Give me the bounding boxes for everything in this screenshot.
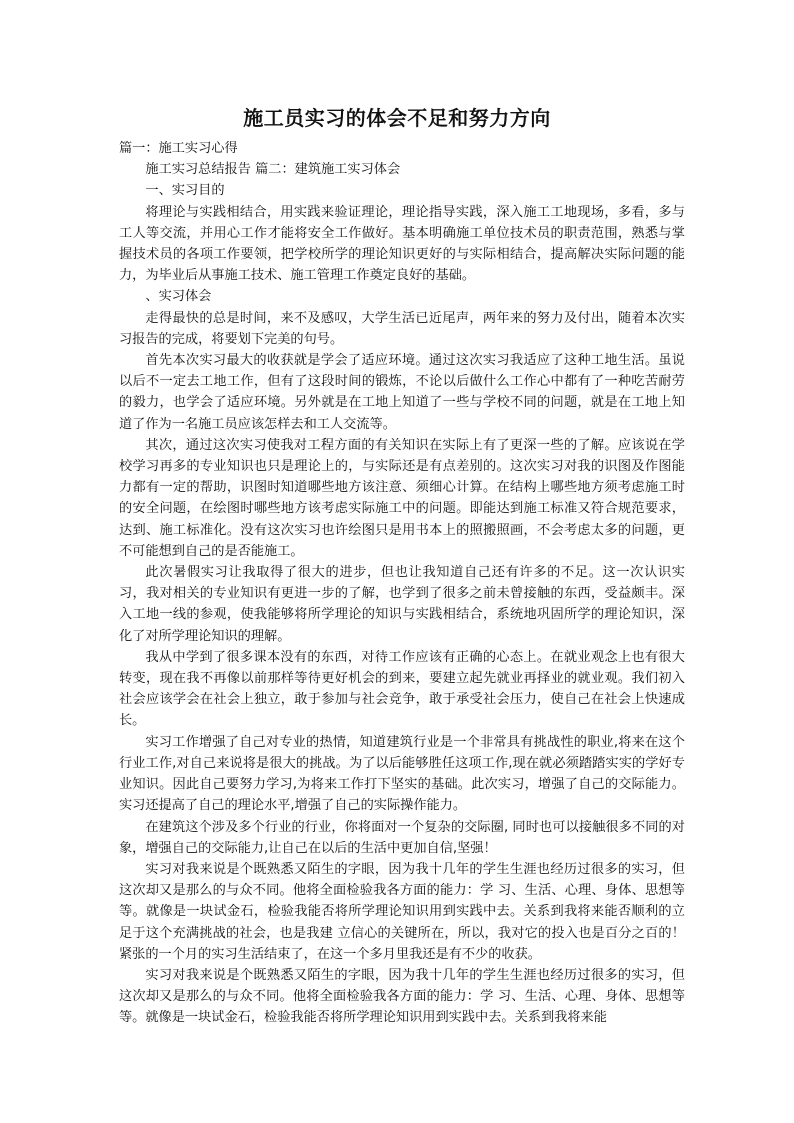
paragraph: 其次，通过这次实习使我对工程方面的有关知识在实际上有了更深一些的了解。应该说在学校学习再多的专业知识也只是理论上的，与实际还是有点差别的。这次实习对我的识图及作图能力都有一定的帮助，识图时知道哪些地方该注意、须细心计算。在结构上哪些地方须考虑施工时的安全问题，在绘图时哪些地方该考虑实际施工中的问题。即能达到施工标准又符合规范要求，达到、施工标准化。没有这次实习也许绘图只是用书本上的照搬照画，不会考虑太多的问题，更不可能想到自己的是否能施工。 <box>119 437 685 559</box>
section-heading-1: 篇一：施工实习心得 <box>119 141 238 156</box>
document-title: 施工员实习的体会不足和努力方向 <box>243 106 551 130</box>
paragraph: 我从中学到了很多课本没有的东西，对待工作应该有正确的心态上。在就业观念上也有很大转变，现在我不再像以前那样等待更好机会的到来，要建立起先就业再择业的就业观。我们初入社会应该学会在社会上独立，敢于参加与社会竞争，敢于承受社会压力，使自己在社会上快速成长。 <box>119 649 685 729</box>
paragraph: 首先本次实习最大的收获就是学会了适应环境。通过这次实习我适应了这种工地生活。虽说以后不一定去工地工作，但有了这段时间的锻炼，不论以后做什么工作心中都有了一种吃苦耐劳的毅力，也学会了适应环境。另外就是在工地上知道了一些与学校不同的问题，就是在工地上知道了作为一名施工员应该怎样去和工人交流等。 <box>119 353 685 432</box>
paragraph: 实习对我来说是个既熟悉又陌生的字眼，因为我十几年的学生生涯也经历过很多的实习，但这次却又是那么的与众不同。他将全面检验我各方面的能力：学 习、生活、心理、身体、思想等等。就像是一块试金石，检验我能否将所学理论知识用到实践中去。关系到我将来能 <box>119 967 685 1026</box>
paragraph: 在建筑这个涉及多个行业的行业，你将面对一个复杂的交际圈, 同时也可以接触很多不同的对象，增强自己的交际能力,让自己在以后的生活中更加自信,坚强！ <box>119 819 685 856</box>
paragraph: 实习工作增强了自己对专业的热情，知道建筑行业是一个非常具有挑战性的职业,将来在这个行业工作,对自己来说将是很大的挑战。为了以后能够胜任这项工作,现在就必须踏踏实实的学好专业知识。因此自己要努力学习,为将来工作打下坚实的基础。此次实习，增强了自己的交际能力。实习还提高了自己的理论水平,增强了自己的实际操作能力。 <box>119 734 685 814</box>
subheading-line: 施工实习总结报告 篇二：建筑施工实习体会 <box>145 162 401 178</box>
section-heading-purpose: 一、实习目的 <box>145 183 225 199</box>
paragraph: 将理论与实践相结合，用实践来验证理论，理论指导实践，深入施工工地现场，多看，多与工人等交流，并用心工作才能将安全工作做好。基本明确施工单位技术员的职责范围，熟悉与掌握技术员的各项工作要领，把学校所学的理论知识更好的与实际相结合，提高解决实际问题的能力，为毕业后从事施工技术、施工管理工作奠定良好的基础。 <box>119 204 685 284</box>
document-body <box>119 138 685 1029</box>
section-heading-experience: 、实习体会 <box>145 289 212 305</box>
paragraph: 实习对我来说是个既熟悉又陌生的字眼，因为我十几年的学生生涯也经历过很多的实习，但这次却又是那么的与众不同。他将全面检验我各方面的能力：学 习、生活、心理、身体、思想等等。就像是一块试金石，检验我能否将所学理论知识用到实践中去。关系到我将来能否顺利的立足于这个充满挑战的社会，也是我建 立信心的关键所在，所以，我对它的投入也是百分之百的！紧张的一个月的实习生活结束了，在这一个多月里我还是有不少的收获。 <box>119 861 685 962</box>
paragraph: 此次暑假实习让我取得了很大的进步，但也让我知道自己还有许多的不足。这一次认识实习，我对相关的专业知识有更进一步的了解，也学到了很多之前未曾接触的东西，受益颇丰。深入工地一线的参观，使我能够将所学理论的知识与实践相结合，系统地巩固所学的理论知识，深化了对所学理论知识的理解。 <box>119 565 685 644</box>
paragraph: 走得最快的总是时间，来不及感叹，大学生活已近尾声，两年来的努力及付出，随着本次实习报告的完成，将要划下完美的句号。 <box>119 310 685 347</box>
